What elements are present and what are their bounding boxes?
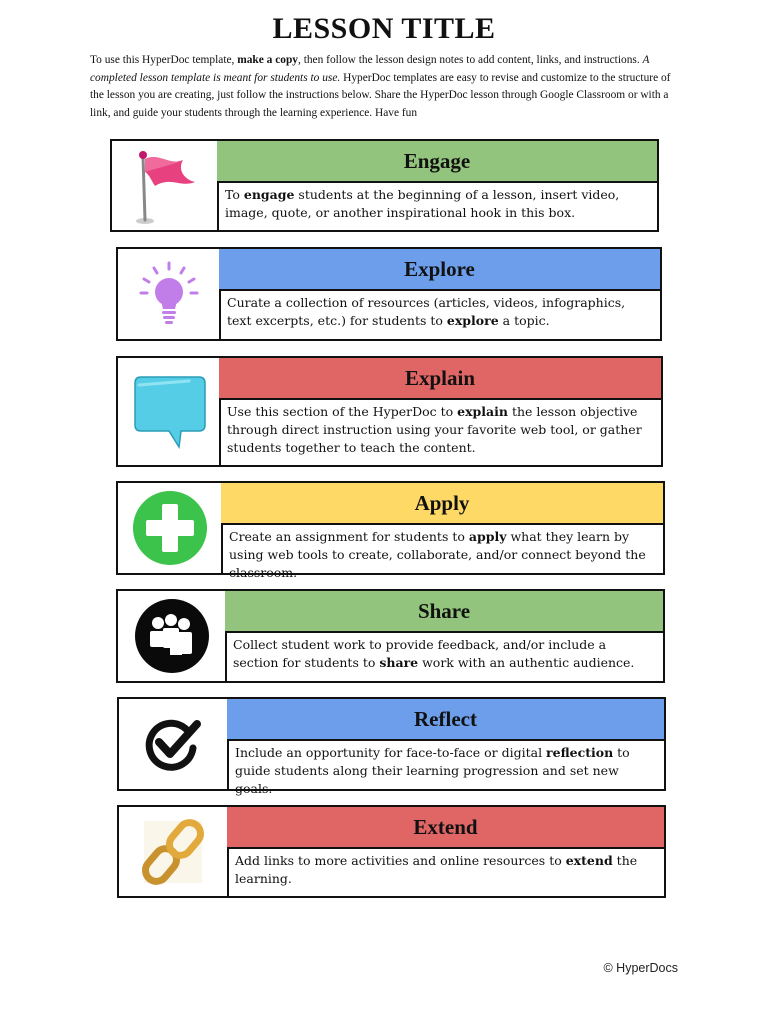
apply-description: Create an assignment for students to apply what they learn by using web tools to create, collaborate, and/or connect beyond the classroom. [229,529,646,580]
apply-card [116,481,665,580]
extend-description: Add links to more activities and online resources to extend the learning. [235,853,638,886]
lightbulb-icon [134,259,204,329]
explore-heading: Explore [219,249,660,291]
reflect-description: Include an opportunity for face-to-face or digital reflection to guide students along their learning progression and set new goals. [235,745,630,796]
extend-icon-cell [119,807,229,896]
lesson-title: LESSON TITLE [272,12,496,45]
explain-icon-cell [118,358,221,465]
copyright-footer: © HyperDocs [603,961,678,975]
reflect-card [117,697,666,796]
extend-heading: Extend [227,807,664,849]
reflect-icon-cell [119,699,229,789]
explore-description: Curate a collection of resources (articles, videos, infographics, text excerpts, etc.) for students to explore a topic. [227,295,626,328]
pink-flag-icon [125,146,205,226]
chain-link-icon [140,817,206,887]
share-card [116,589,665,683]
share-description: Collect student work to provide feedback, and/or include a section for students to share work with an authentic audience. [233,637,635,670]
extend-card [117,805,666,898]
speech-bubble-icon [129,373,209,451]
engage-description: To engage students at the beginning of a lesson, insert video, image, quote, or another inspirational hook in this box. [225,187,620,220]
apply-icon-cell [118,483,223,573]
green-plus-icon [131,489,209,567]
reflect-heading: Reflect [227,699,664,741]
engage-heading: Engage [217,141,657,183]
explain-card [116,356,663,467]
share-icon-cell [118,591,227,681]
explain-description: Use this section of the HyperDoc to explain the lesson objective through direct instruction using your favorite web tool, or gather students together to teach the content. [227,404,642,455]
engage-card [110,139,659,232]
share-heading: Share [225,591,663,633]
explore-icon-cell [118,249,221,339]
engage-icon-cell [112,141,219,230]
explain-heading: Explain [219,358,661,400]
intro-paragraph: To use this HyperDoc template, make a copy, then follow the lesson design notes to add content, links, and instructions. A completed lesson template is meant for students to use. HyperDoc templates are easy to revise and customize to the structure of the lesson you are creating, just follow the instructions below. Share the HyperDoc lesson through Google Classroom or with a link, and guide your students through the learning experience. Have fun [90,54,671,119]
people-group-icon [133,597,211,675]
explore-card [116,247,662,341]
apply-heading: Apply [221,483,663,525]
checkmark-circle-icon [141,714,205,774]
